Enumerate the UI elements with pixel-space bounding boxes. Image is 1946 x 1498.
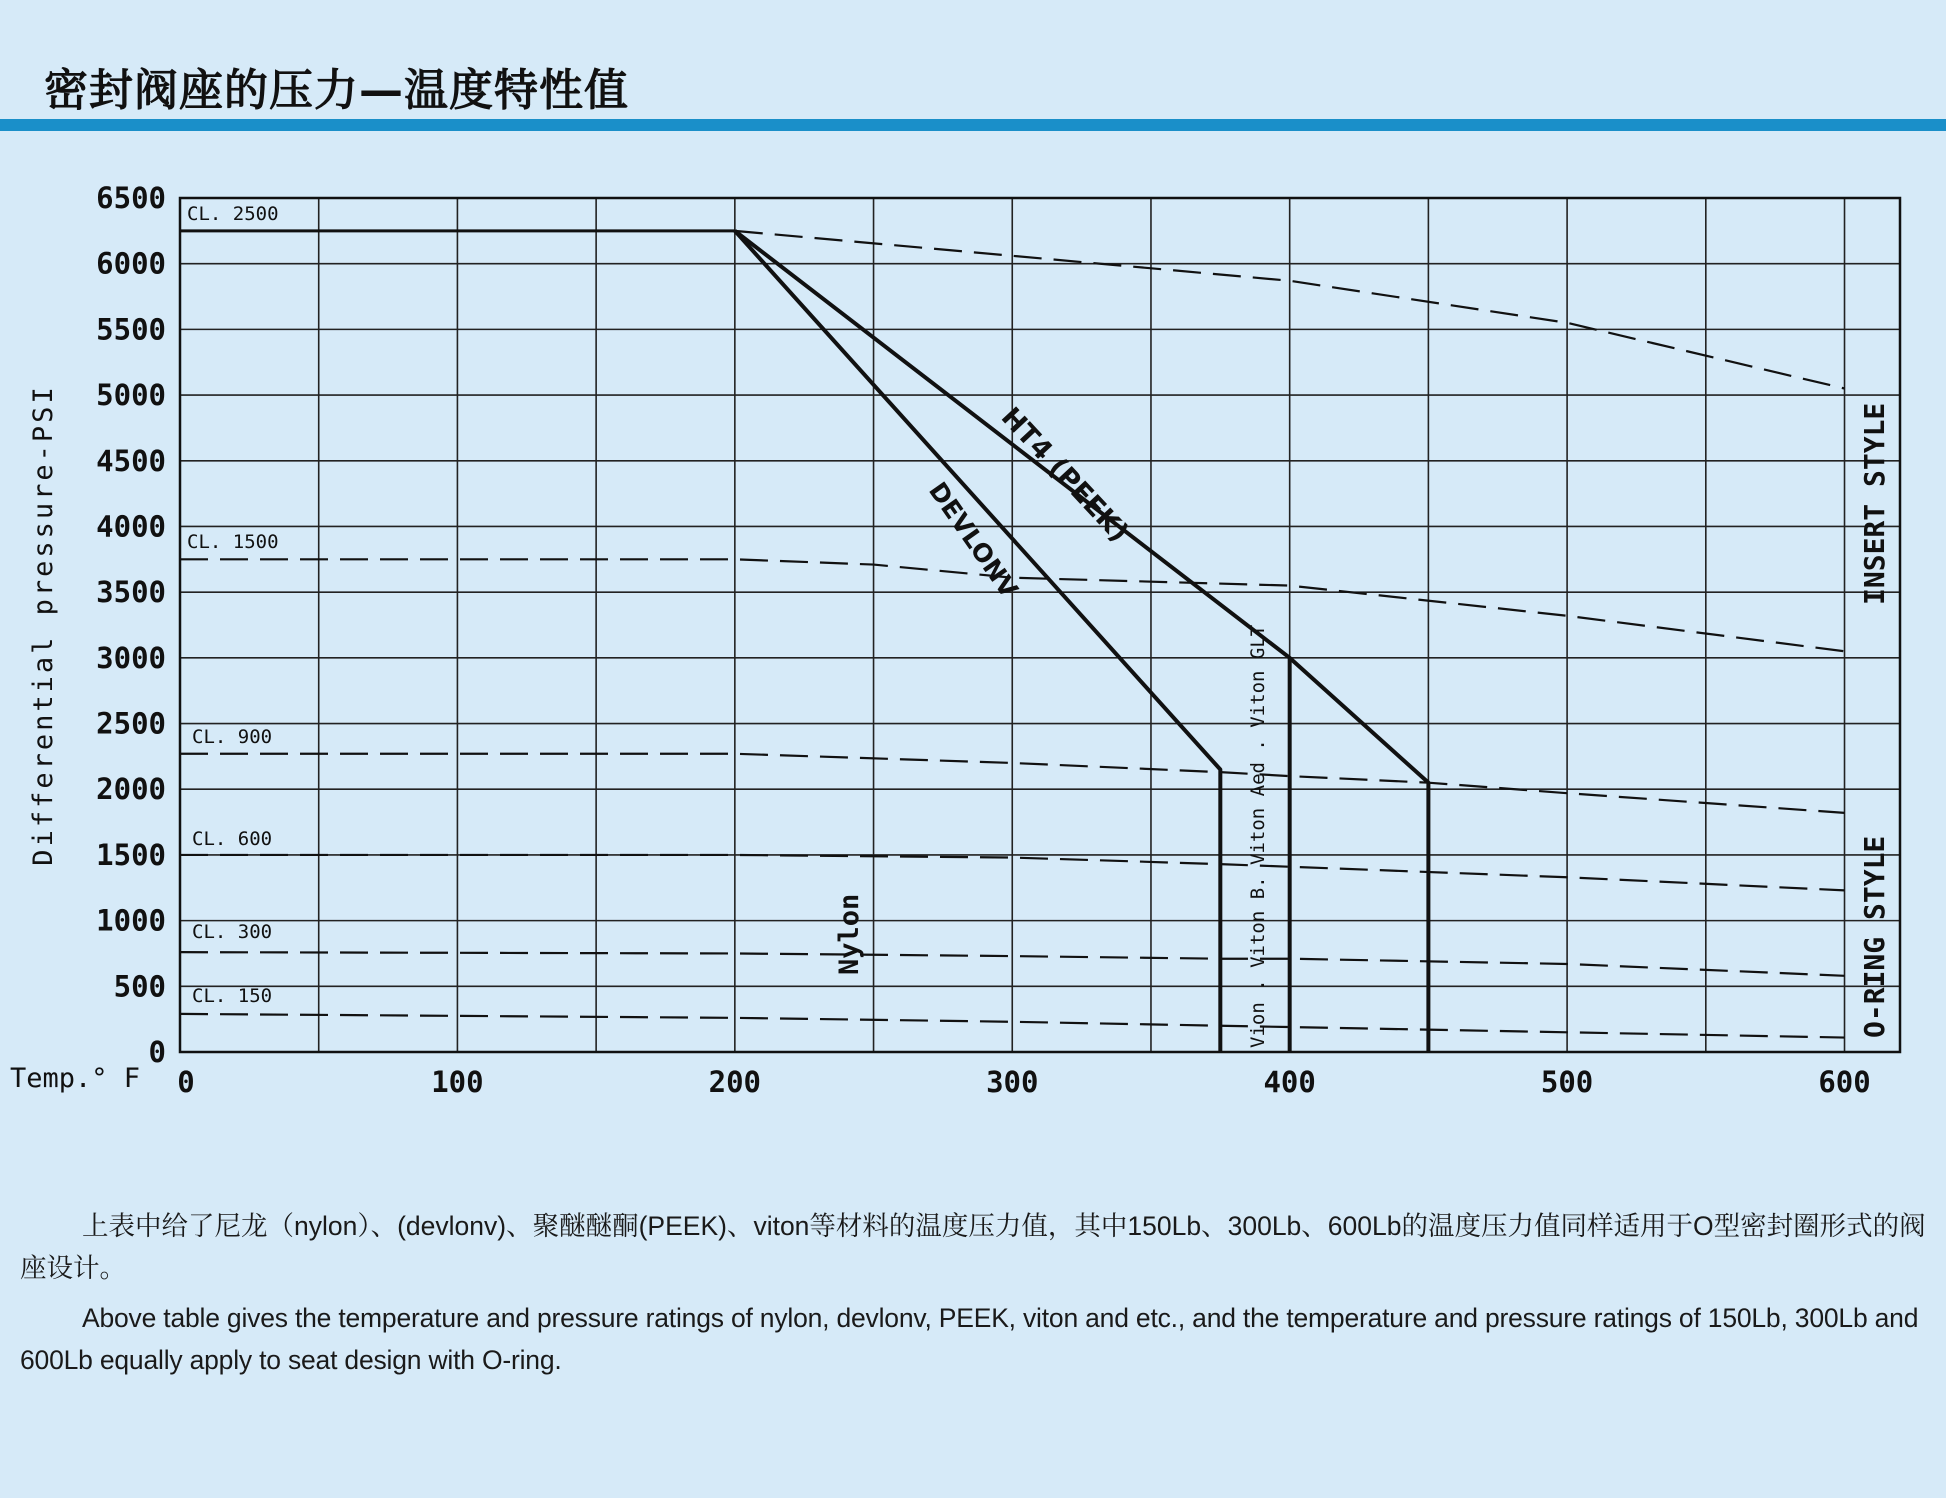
x-axis-label: Temp.° F — [10, 1063, 141, 1094]
x-tick-labels — [177, 1065, 1870, 1099]
x-tick-label: 300 — [986, 1065, 1039, 1099]
description-zh: 上表中给了尼龙（nylon）、(devlonv)、聚醚醚酮(PEEK)、viton等材料的温度压力值，其中150Lb、300Lb、600Lb的温度压力值同样适用于O型密封圈形式的阀座设计。 — [20, 1211, 1926, 1283]
y-tick-label: 0 — [148, 1035, 166, 1069]
x-tick-label: 0 — [177, 1065, 195, 1099]
x-tick-label: 200 — [708, 1065, 762, 1099]
y-tick-label: 4500 — [96, 443, 166, 478]
x-tick-label: 100 — [431, 1065, 484, 1099]
y-axis-label: Differential pressure-PSI — [28, 384, 59, 866]
y-tick-label: 4000 — [96, 509, 166, 544]
label-cl2500: CL. 2500 — [187, 203, 279, 225]
label-cl150: CL. 150 — [192, 985, 273, 1007]
y-tick-label: 5000 — [96, 378, 166, 413]
page-title: 密封阀座的压力—温度特性值 — [44, 65, 629, 116]
description — [20, 1205, 1930, 1389]
y-tick-labels — [96, 181, 166, 1069]
y-tick-label: 2500 — [96, 706, 166, 741]
y-tick-label: 1000 — [96, 903, 166, 938]
y-tick-label: 3500 — [96, 575, 166, 610]
y-tick-label: 5500 — [96, 312, 166, 347]
label-cl900: CL. 900 — [192, 726, 273, 748]
y-tick-label: 1500 — [96, 837, 166, 872]
label-ht4-peek: HT4 (PEEK) — [994, 401, 1135, 549]
label-viton: Vion . Viton B. Viton Aed . Viton GLT — [1247, 624, 1269, 1048]
label-cl600: CL. 600 — [192, 828, 273, 850]
x-tick-label: 500 — [1540, 1065, 1594, 1099]
description-en: Above table gives the temperature and pressure ratings of nylon, devlonv, PEEK, viton and etc., and the temperature and pressure ratings of 150Lb, 300Lb and 600Lb equally apply to seat design with O-ring. — [20, 1303, 1919, 1375]
label-insert-style: INSERT STYLE — [1858, 402, 1891, 605]
label-nylon: Nylon — [834, 893, 865, 975]
label-oring-style: O-RING STYLE — [1858, 835, 1891, 1038]
y-tick-label: 500 — [113, 969, 166, 1004]
x-tick-label: 400 — [1263, 1065, 1316, 1099]
label-cl1500: CL. 1500 — [187, 531, 279, 553]
y-tick-label: 2000 — [96, 772, 166, 807]
x-tick-label: 600 — [1818, 1065, 1871, 1099]
series-line-8 — [735, 231, 1220, 1052]
y-tick-label: 6000 — [96, 246, 166, 281]
y-tick-label: 3000 — [96, 640, 166, 675]
label-devlonv: DEVLONV — [923, 476, 1024, 604]
y-tick-label: 6500 — [96, 181, 166, 215]
label-cl300: CL. 300 — [192, 921, 273, 943]
